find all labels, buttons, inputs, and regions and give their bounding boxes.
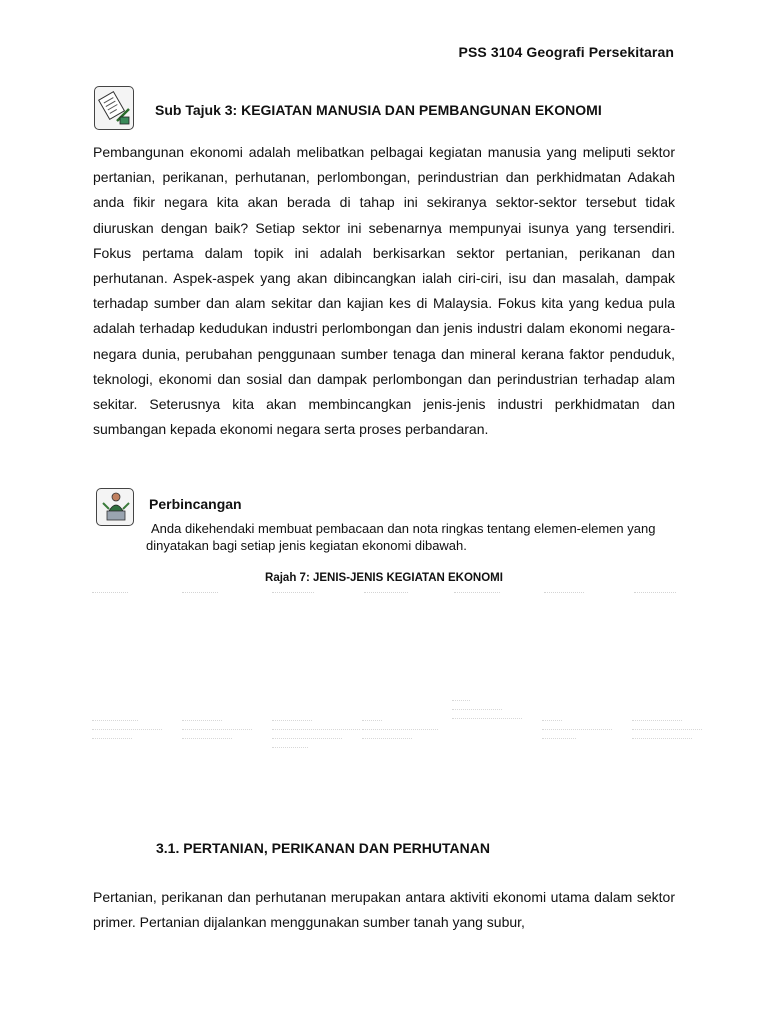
discussion-title: Perbincangan [149, 496, 242, 512]
page-header: PSS 3104 Geografi Persekitaran [458, 44, 674, 60]
document-pen-icon [94, 86, 134, 130]
diagram-faint-block-3 [272, 720, 362, 756]
faint-header-6 [544, 592, 584, 595]
diagram-faint-block-2 [182, 720, 254, 747]
section-paragraph: Pertanian, perikanan dan perhutanan merupakan antara aktiviti ekonomi utama dalam sektor primer. Pertanian dijalankan menggunakan sumber tanah yang subur, [93, 889, 675, 931]
faint-header-2 [182, 592, 218, 595]
faint-header-5 [454, 592, 500, 595]
diagram-faint-block-5 [452, 700, 524, 727]
faint-header-7 [634, 592, 676, 595]
diagram-faint-block-7 [632, 720, 704, 747]
diagram-faint-block-4 [362, 720, 438, 747]
faint-header-3 [272, 592, 314, 595]
section-heading: 3.1. PERTANIAN, PERIKANAN DAN PERHUTANAN [156, 840, 490, 856]
faint-header-1 [92, 592, 128, 595]
diagram-faint-block-6 [542, 720, 614, 747]
people-discussion-icon [96, 488, 134, 526]
diagram-faint-headers [92, 592, 692, 606]
diagram-faint-block-1 [92, 720, 164, 747]
intro-paragraph: Pembangunan ekonomi adalah melibatkan pelbagai kegiatan manusia yang meliputi sektor pertanian, perikanan, perhutanan, perlombongan, perindustrian dan perkhidmatan Adakah anda fikir negara kita akan berada di tahap ini sekiranya sektor-sektor tersebut tidak diuruskan dengan baik? Setiap sektor ini sebenarnya mempunyai isunya yang tersendiri. Fokus pertama dalam topik ini adalah berkisarkan sektor pertanian, perikanan dan perhutanan. Aspek-aspek yang akan dibincangkan ialah ciri-ciri, isu dan masalah, dampak terhadap sumber dan alam sekitar dan kajian kes di Malaysia. Fokus kita yang kedua pula adalah terhadap kedudukan industri perlombongan dan jenis industri dalam ekonomi negara-negara dunia, perubahan penggunaan sumber tenaga dan mineral kerana faktor penduduk, teknologi, ekonomi dan sosial dan dampak perlombongan dan perindustrian terhadap alam sekitar. Seterusnya kita akan membincangkan jenis-jenis industri perkhidmatan dan sumbangan kepada ekonomi negara serta proses perbandaran. [93, 144, 675, 438]
faint-header-4 [364, 592, 408, 595]
discussion-text: Anda dikehendaki membuat pembacaan dan nota ringkas tentang elemen-elemen yang dinyatakan bagi setiap jenis kegiatan ekonomi dibawah. [146, 521, 656, 553]
subtopic-title: Sub Tajuk 3: KEGIATAN MANUSIA DAN PEMBANGUNAN EKONOMI [155, 102, 602, 118]
figure-caption: Rajah 7: JENIS-JENIS KEGIATAN EKONOMI [265, 572, 503, 584]
